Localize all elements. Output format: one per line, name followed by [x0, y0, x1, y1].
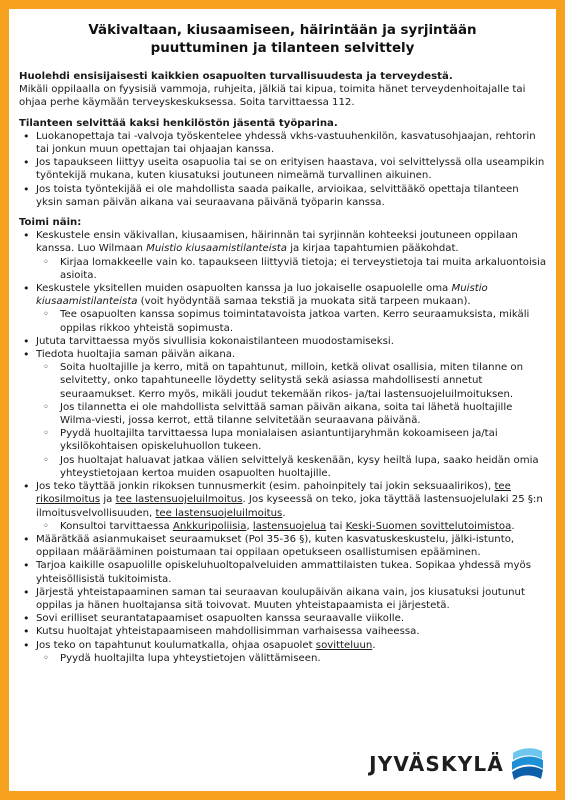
paragraph: Mikäli oppilaalla on fyysisiä vammoja, ruhjeita, jälkiä tai kipua, toimita hänet terveydenhoitajalle tai ohjaa perhe käymään terveyskeskuksessa. Soita tarvittaessa 112.	[19, 84, 526, 109]
document-page	[9, 9, 556, 791]
list-item: • Tarjoa kaikille osapuolille opiskeluhuoltopalveluiden ammattilaisten tukea. Sopikaa yhdessä myös yhteisöllisistä tukitoimista.	[19, 559, 547, 585]
text: .	[372, 639, 376, 651]
list-item: • Kutsu huoltajat yhteistapaamiseen mahdollisimman varhaisessa vaiheessa.	[19, 625, 547, 638]
link-ankkuripoliisi[interactable]: Ankkuripoliisia	[172, 520, 247, 532]
logo-text: JYVÄSKYLÄ	[369, 752, 504, 776]
section-heading: Tilanteen selvittää kaksi henkilöstön jäsentä työparina.	[19, 117, 338, 129]
sub-list	[36, 652, 547, 665]
text: ,	[246, 520, 253, 532]
form-name: Muistio kiusaamistilanteista	[146, 243, 287, 255]
link-sovittelutoimisto[interactable]: Keski-Suomen sovittelutoimistoa	[345, 520, 512, 532]
text: tai	[326, 520, 346, 532]
text: .	[282, 507, 286, 519]
sub-item: ◦ Tee osapuolten kanssa sopimus toimintatavoista jatkoa varten. Kerro seuraamuksista, mikäli oppilas rikkoo yhteistä sopimusta.	[19, 308, 547, 334]
link-rikosilmoitus[interactable]: tee rikosilmoitus	[36, 481, 511, 506]
text: Tiedota huoltajia saman päivän aikana.	[36, 349, 236, 361]
sub-item: ◦ Pyydä huoltajilta tarvittaessa lupa monialaisen asiantuntijaryhmän kokoamiseen ja/tai yksilökohtaisen opiskeluhuollon tukeen.	[19, 427, 547, 453]
sub-item: ◦ Kirjaa lomakkeelle vain ko. tapaukseen liittyviä tietoja; ei terveystietoja tai muita arkaluontoisia asioita.	[19, 256, 547, 282]
section-pair	[19, 117, 547, 209]
list-item: • Järjestä yhteistapaaminen saman tai seuraavan koulupäivän aikana vain, jos kiusatuksi joutunut oppilas ja hänen huoltajansa sitä toivovat. Muuten yhteistapaamista ei järjestetä.	[19, 586, 547, 612]
link-sovittelu[interactable]: sovitteluun	[315, 639, 373, 651]
sub-item: ◦ Jos huoltajat haluavat jatkaa välien selvittelyä keskenään, kysy heiltä lupa, saako heidän omia yhteystietojaan kertoa muiden osapuolten huoltajille.	[19, 454, 547, 480]
list-item	[19, 229, 547, 282]
section-steps	[19, 216, 547, 665]
list-item: • Jututa tarvittaessa myös sivullisia kokonaistilanteen muodostamiseksi.	[19, 335, 547, 348]
list-item: • Sovi erilliset seurantatapaamiset osapuolten kanssa seuraavalle viikolle.	[19, 612, 547, 625]
sub-item: ◦ Jos tilannetta ei ole mahdollista selvittää saman päivän aikana, soita tai lähetä huoltajille Wilma-viesti, jossa kerrot, että tilanne selvitetään seuraavana päivänä.	[19, 401, 547, 427]
section-heading: Toimi näin:	[19, 217, 82, 229]
list-item	[19, 639, 547, 665]
link-lastensuojelu[interactable]: lastensuojelua	[252, 520, 327, 532]
list-item: • Määrätkää asianmukaiset seuraamukset (Pol 35-36 §), kuten kasvatuskeskustelu, jälki-istunto, oppilaan määrääminen poistumaan tai oppilaan opetukseen osallistumisen epääminen.	[19, 533, 547, 559]
list-item	[19, 348, 547, 480]
text: .	[511, 520, 515, 532]
text: (voit hyödyntää samaa tekstiä ja muokata sitä tarpeen mukaan).	[137, 296, 471, 308]
sub-item: ◦ Soita huoltajille ja kerro, mitä on tapahtunut, milloin, ketkä olivat osallisia, miten tilanne on selvitetty, onko tapahtuneelle löydetty selitystä sekä asiassa mahdollisesti annetut seuraamukset. Kerro myös, mikäli joudut tekemään rikos- ja/tai lastensuojeluilmoituksen.	[19, 361, 547, 401]
sub-item: ◦ Pyydä huoltajilta lupa yhteystietojen välittämiseen.	[19, 652, 547, 665]
bullet-list	[19, 229, 547, 665]
sub-item	[19, 520, 547, 533]
sub-list	[36, 520, 547, 533]
list-item: • Luokanopettaja tai -valvoja työskentelee yhdessä vkhs-vastuuhenkilön, kasvatusohjaajan, rehtorin tai jonkun muun opettajan tai ohjaajan kanssa.	[19, 130, 547, 156]
section-heading: Huolehdi ensisijaisesti kaikkien osapuolten turvallisuudesta ja terveydestä.	[19, 71, 453, 82]
sub-list	[36, 361, 547, 480]
form-name: Muistio kiusaamistilanteista	[36, 283, 488, 308]
page-title	[19, 22, 546, 57]
text: Konsultoi tarvittaessa	[60, 520, 173, 532]
list-item	[19, 282, 547, 335]
text: ja kirjaa tapahtumien pääkohdat.	[286, 243, 459, 255]
section-safety	[19, 70, 547, 110]
document-body	[19, 70, 547, 672]
text: Keskustele ensin väkivallan, kiusaamisen, häirinnän tai syrjinnän kohteeksi joutuneen oppilaan kanssa. Luo Wilmaan	[36, 230, 518, 255]
sub-list	[36, 308, 547, 334]
list-item: • Jos tapaukseen liittyy useita osapuolia tai se on erityisen haastava, voi selvittelyssä olla useampikin työntekijä mukana, kuten kiusatuksi joutuneen nimeämä turvallinen aikuinen.	[19, 156, 547, 182]
list-item	[19, 480, 547, 533]
text: ja	[100, 494, 116, 506]
text: Jos teko on tapahtunut koulumatkalla, ohjaa osapuolet	[36, 639, 316, 651]
jyvaskyla-logo	[369, 745, 544, 783]
link-lastensuojeluilmoitus[interactable]: tee lastensuojeluilmoitus	[115, 494, 243, 506]
text: Jos teko täyttää jonkin rikoksen tunnusmerkit (esim. pahoinpitely tai jokin seksuaalirikos),	[36, 481, 495, 493]
text: . Jos kyseessä on teko, joka täyttää lastensuojelulaki 25 §:n ilmoitusvelvollisuuden,	[36, 494, 543, 519]
sub-list	[36, 256, 547, 282]
title-line-1: Väkivaltaan, kiusaamiseen, häirintään ja syrjintään	[88, 23, 477, 38]
list-item: • Jos toista työntekijää ei ole mahdollista saada paikalle, arvioikaa, selvittääkö opettaja tilanteen yksin saman päivän aikana vai seuraavana päivänä työparin kanssa.	[19, 183, 547, 209]
link-lastensuojeluilmoitus-2[interactable]: tee lastensuojeluilmoitus	[155, 507, 283, 519]
text: Keskustele yksitellen muiden osapuolten kanssa ja luo jokaiselle osapuolelle oma	[36, 283, 452, 295]
title-line-2: puuttuminen ja tilanteen selvittely	[150, 40, 415, 56]
bullet-list	[19, 130, 547, 209]
jyvaskyla-wave-icon	[510, 745, 544, 783]
